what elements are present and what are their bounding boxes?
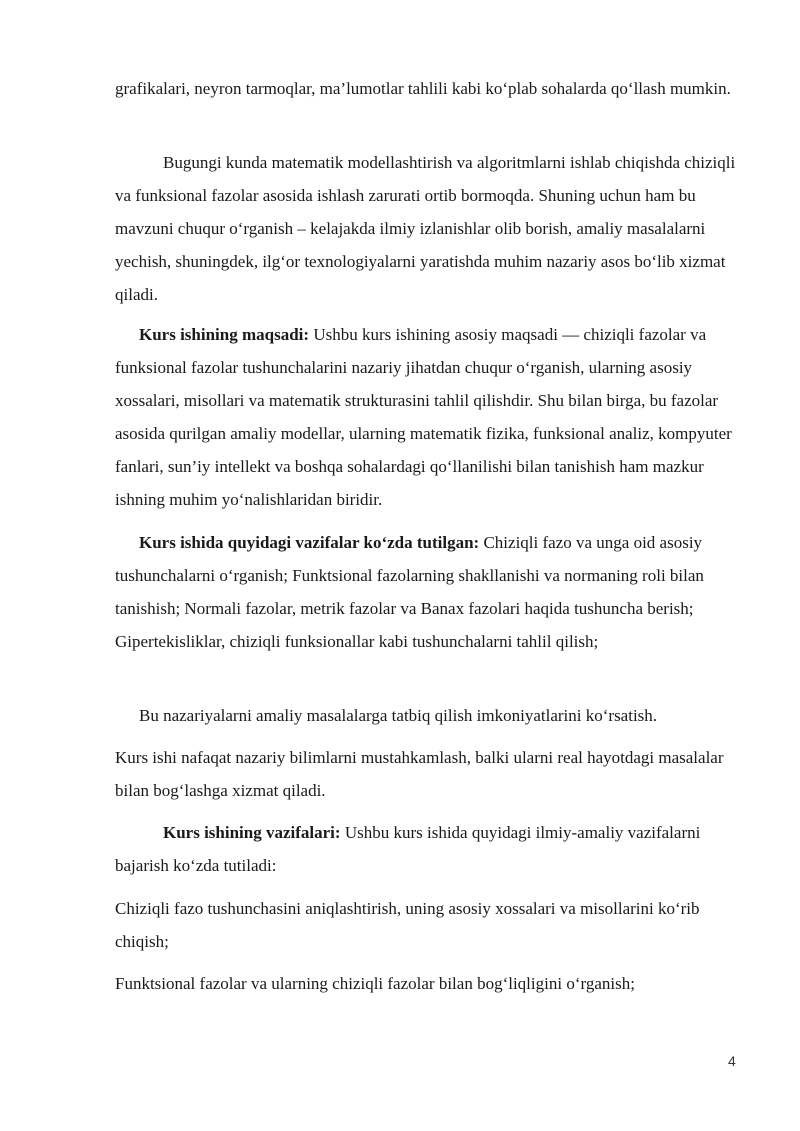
paragraph-text: Ushbu kurs ishida quyidagi ilmiy-amaliy vazifalarni bajarish ko‘zda tutiladi: xyxy=(115,823,701,875)
paragraph-text: grafikalari, neyron tarmoqlar, ma’lumotlar tahlili kabi ko‘plab sohalarda qo‘llash mumkin. xyxy=(115,79,731,98)
paragraph-objective-2 xyxy=(115,967,740,1000)
paragraph-relevance xyxy=(115,146,740,311)
paragraph-text: Ushbu kurs ishining asosiy maqsadi — chiziqli fazolar va funksional fazolar tushunchalarini nazariy jihatdan chuqur o‘rganish, ularning asosiy xossalari, misollari va matematik strukturasini tahlil qilishdir. Shu bilan birga, bu fazolar asosida qurilgan amaliy modellar, ularning matematik fizika, funksional analiz, kompyuter fanlari, sun’iy intellekt va boshqa sohalardagi qo‘llanilishi bilan tanishish ham mazkur ishning muhim yo‘nalishlaridan biridir. xyxy=(115,325,732,509)
paragraph-objective-1 xyxy=(115,892,740,958)
paragraph-text: Chiziqli fazo tushunchasini aniqlashtirish, uning asosiy xossalari va misollarini ko‘rib chiqish; xyxy=(115,899,700,951)
paragraph-tasks-intro xyxy=(115,526,740,658)
paragraph-heading: Kurs ishida quyidagi vazifalar ko‘zda tutilgan: xyxy=(139,533,480,552)
paragraph-goal xyxy=(115,318,740,516)
paragraph-heading: Kurs ishining vazifalari: xyxy=(163,823,341,842)
paragraph-intro-continuation xyxy=(115,72,740,105)
paragraph-text: Bugungi kunda matematik modellashtirish va algoritmlarni ishlab chiqishda chiziqli va funksional fazolar asosida ishlash zarurati ortib bormoqda. Shuning uchun ham bu mavzuni chuqur o‘rganish – kelajakda ilmiy izlanishlar olib borish, amaliy masalalarni yechish, shuningdek, ilg‘or texnologiyalarni yaratishda muhim nazariy asos bo‘lib xizmat qiladi. xyxy=(115,153,736,304)
paragraph-text: Bu nazariyalarni amaliy masalalarga tatbiq qilish imkoniyatlarini ko‘rsatish. xyxy=(139,706,658,725)
paragraph-text: Kurs ishi nafaqat nazariy bilimlarni mustahkamlash, balki ularni real hayotdagi masalalar bilan bog‘lashga xizmat qiladi. xyxy=(115,748,724,800)
paragraph-heading: Kurs ishining maqsadi: xyxy=(139,325,310,344)
page-number: 4 xyxy=(728,1053,736,1069)
paragraph-application xyxy=(115,699,740,732)
paragraph-summary xyxy=(115,741,740,807)
paragraph-text: Chiziqli fazo va unga oid asosiy tushunchalarni o‘rganish; Funktsional fazolarning shakllanishi va normaning roli bilan tanishish; Normali fazolar, metrik fazolar va Banax fazolari haqida tushuncha berish; Gipertekisliklar, chiziqli funksionallar kabi tushunchalarni tahlil qilish; xyxy=(115,533,704,651)
paragraph-text: Funktsional fazolar va ularning chiziqli fazolar bilan bog‘liqligini o‘rganish; xyxy=(115,974,635,993)
paragraph-objectives xyxy=(115,816,740,882)
